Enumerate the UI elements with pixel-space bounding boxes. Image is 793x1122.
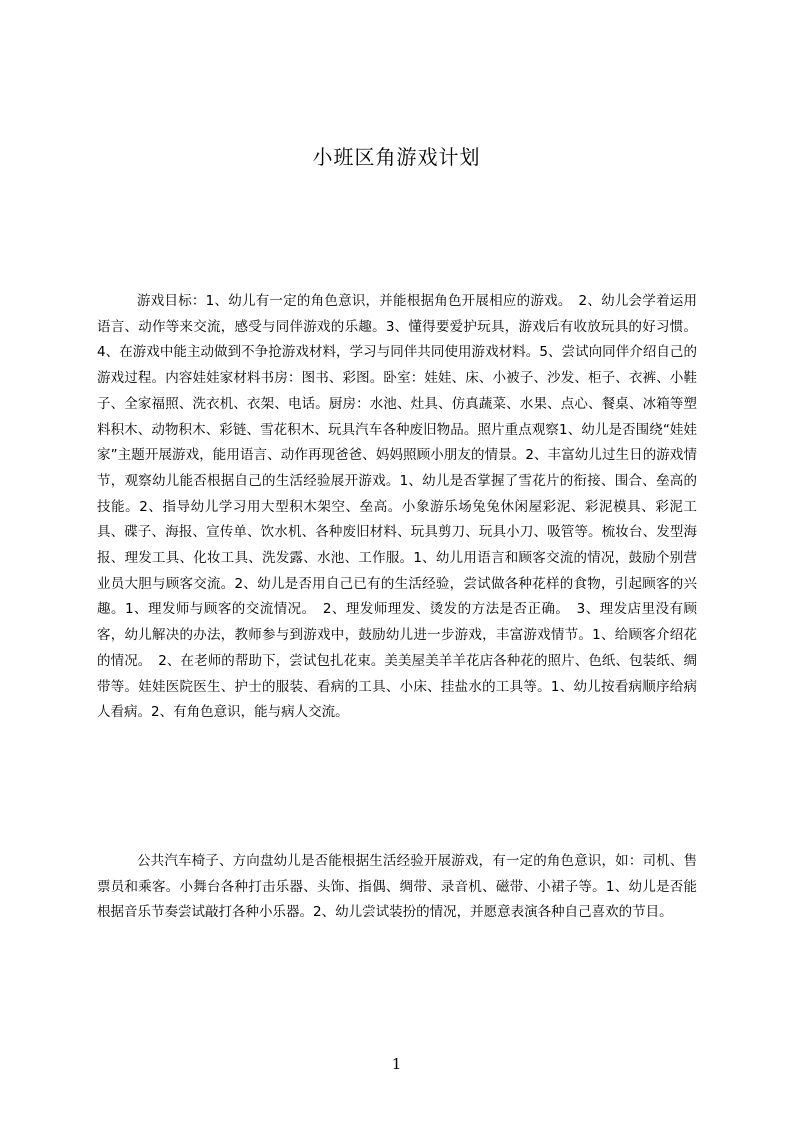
page-title: 小班区角游戏计划: [312, 145, 481, 169]
page-number: 1: [391, 1055, 402, 1073]
body-paragraph: 公共汽车椅子、方向盘幼儿是否能根据生活经验开展游戏，有一定的角色意识，如：司机、售票员和乘客。小舞台各种打击乐器、头饰、指偶、绸带、录音机、磁带、小裙子等。1、幼儿是否能根据音乐节奏尝试敲打各种小乐器。2、幼儿尝试装扮的情况，并愿意表演各种自己喜欢的节目。: [97, 853, 697, 921]
body-paragraph: 游戏目标：1、幼儿有一定的角色意识，并能根据角色开展相应的游戏。 2、幼儿会学着运用语言、动作等来交流，感受与同伴游戏的乐趣。3、懂得要爱护玩具，游戏后有收放玩具的好习惯。4、在游戏中能主动做到不争抢游戏材料，学习与同伴共同使用游戏材料。5、尝试向同伴介绍自己的游戏过程。内容娃娃家材料书房：图书、彩图。卧室：娃娃、床、小被子、沙发、柜子、衣裤、小鞋子、全家福照、洗衣机、衣架、电话。厨房：水池、灶具、仿真蔬菜、水果、点心、餐桌、冰箱等塑料积木、动物积木、彩链、雪花积木、玩具汽车各种废旧物品。照片重点观察1、幼儿是否围绕“娃娃家”主题开展游戏，能用语言、动作再现爸爸、妈妈照顾小朋友的情景。2、丰富幼儿过生日的游戏情节，观察幼儿能否根据自己的生活经验展开游戏。1、幼儿是否掌握了雪花片的衔接、围合、垒高的技能。2、指导幼儿学习用大型积木架空、垒高。小象游乐场兔兔休闲屋彩泥、彩泥模具、彩泥工具、碟子、海报、宣传单、饮水机、各种废旧材料、玩具剪刀、玩具小刀、吸管等。梳妆台、发型海报、理发工具、化妆工具、洗发露、水池、工作服。1、幼儿用语言和顾客交流的情况，鼓励个别营业员大胆与顾客交流。2、幼儿是否用自己已有的生活经验，尝试做各种花样的食物，引起顾客的兴趣。1、理发师与顾客的交流情况。 2、理发师理发、烫发的方法是否正确。 3、理发店里没有顾客，幼儿解决的办法，教师参与到游戏中，鼓励幼儿进一步游戏，丰富游戏情节。1、给顾客介绍花的情况。 2、在老师的帮助下，尝试包扎花束。美美屋美羊羊花店各种花的照片、色纸、包装纸、绸带等。娃娃医院医生、护士的服装、看病的工具、小床、挂盐水的工具等。1、幼儿按看病顺序给病人看病。2、有角色意识，能与病人交流。: [97, 293, 697, 721]
